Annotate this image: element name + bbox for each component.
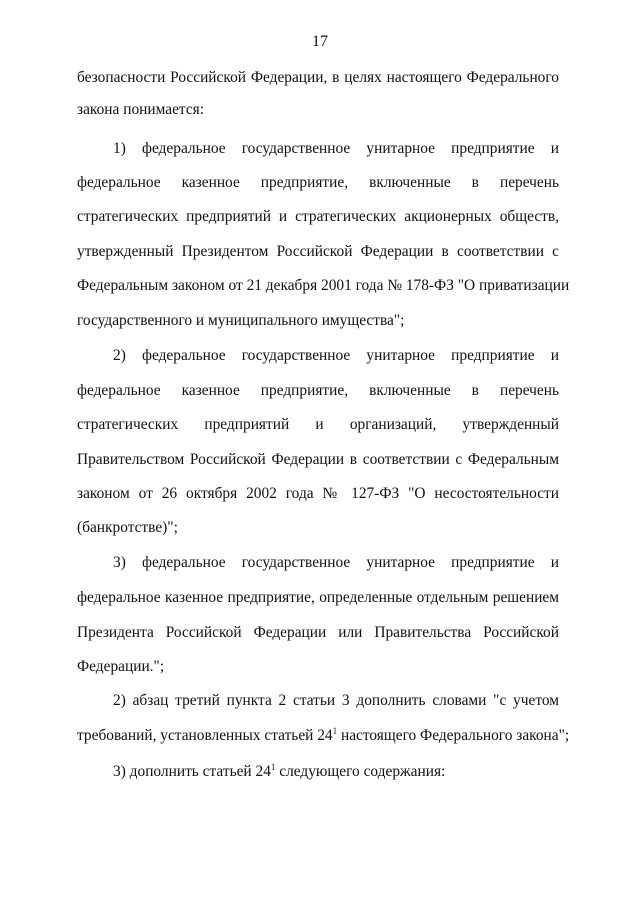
text-line: 2) федеральное государственное унитарное предприятие и — [113, 347, 559, 364]
text-line: федеральное казенное предприятие, определенные отдельным решением — [77, 589, 559, 606]
text-line: безопасности Российской Федерации, в целях настоящего Федерального — [77, 69, 559, 86]
text-line — [77, 725, 570, 747]
text-line: законом от 26 октября 2002 года № 127-ФЗ "О несостоятельности — [77, 485, 559, 502]
text-line: стратегических предприятий и организаций, утвержденный — [77, 416, 559, 433]
text-line: Правительством Российской Федерации в соответствии с Федеральным — [77, 451, 559, 468]
text-segment: требований, установленных статьей 24 — [77, 727, 333, 744]
text-line: 2) абзац третий пункта 2 статьи 3 дополнить словами "с учетом — [113, 692, 559, 709]
superscript: 1 — [332, 726, 338, 736]
text-line: Федерации."; — [77, 658, 165, 675]
page-number: 17 — [312, 33, 328, 50]
text-line: закона понимается: — [77, 101, 205, 118]
text-segment: следующего содержания: — [275, 763, 446, 780]
superscript: 1 — [270, 762, 276, 772]
text-line — [113, 761, 559, 783]
text-line: 1) федеральное государственное унитарное предприятие и — [113, 140, 559, 157]
text-line: 3) федеральное государственное унитарное предприятие и — [113, 554, 559, 571]
text-line: федеральное казенное предприятие, включенные в перечень — [77, 174, 559, 191]
text-segment: 3) дополнить статьей 24 — [113, 763, 271, 780]
text-line: стратегических предприятий и стратегических акционерных обществ, — [77, 208, 559, 225]
text-line: Президента Российской Федерации или Правительства Российской — [77, 624, 559, 641]
text-segment: настоящего Федерального закона"; — [337, 727, 570, 744]
text-line: Федеральным законом от 21 декабря 2001 года № 178-ФЗ "О приватизации — [77, 277, 570, 294]
text-line: утвержденный Президентом Российской Федерации в соответствии с — [77, 243, 559, 260]
text-line: государственного и муниципального имущества"; — [77, 312, 405, 329]
text-line: федеральное казенное предприятие, включенные в перечень — [77, 382, 559, 399]
text-line: (банкротстве)"; — [77, 519, 178, 536]
